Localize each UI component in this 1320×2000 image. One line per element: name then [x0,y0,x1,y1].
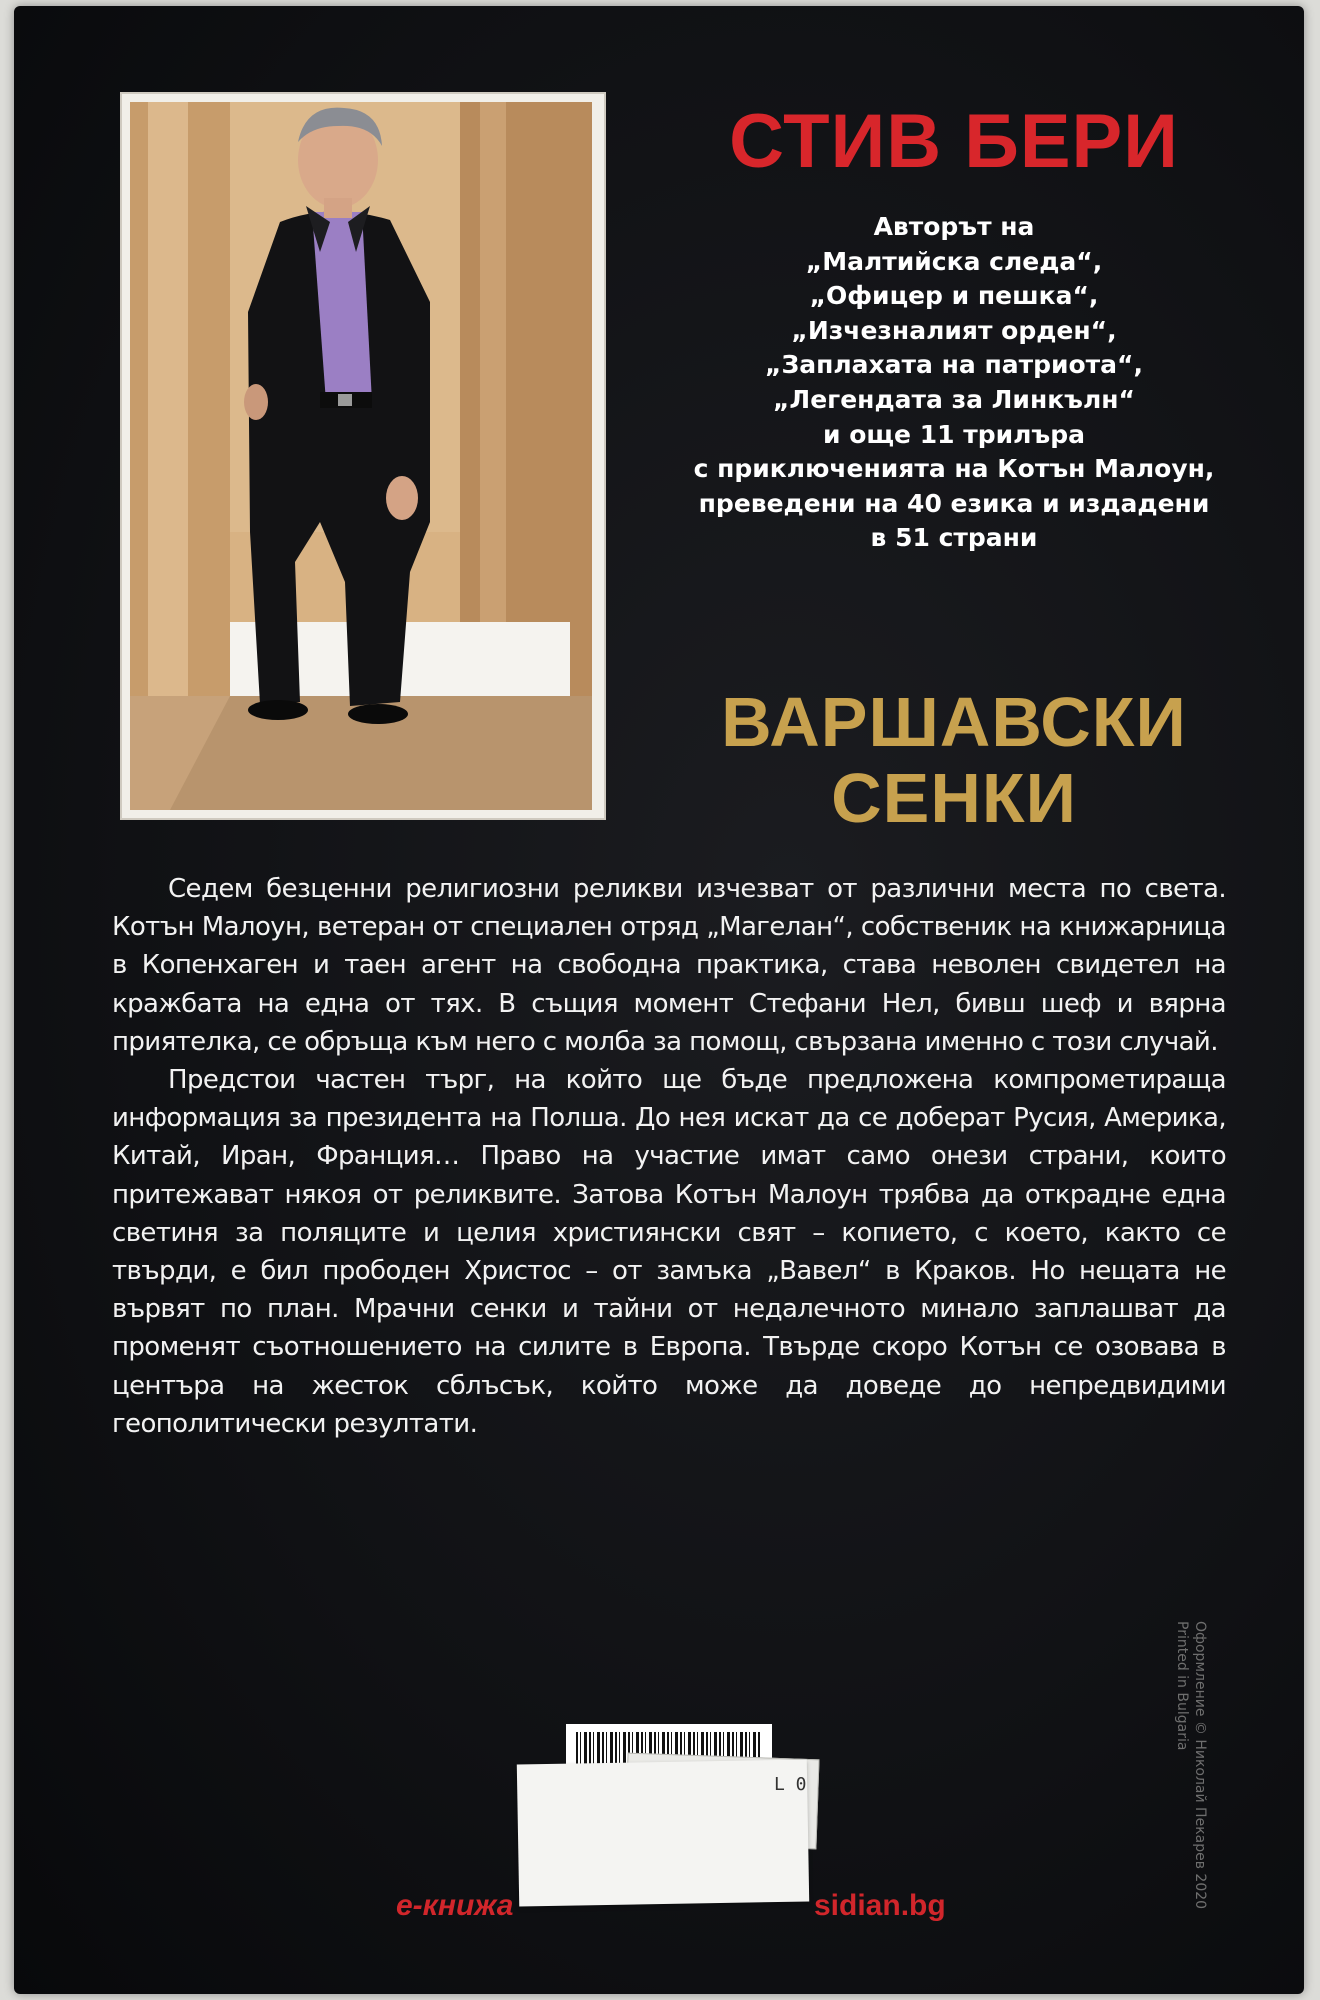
design-credit [1173,1621,1209,1909]
website-text-left: е-книжа [396,1889,514,1922]
author-photo [120,92,606,820]
credit-line-2: Printed in Bulgaria [1174,1621,1190,1751]
paper-sticker [517,1759,809,1906]
bibliography-line: „Легендата за Линкълн“ [773,384,1135,414]
bibliography-line: „Офицер и пешка“, [809,281,1099,311]
author-portrait-illustration [130,102,592,810]
website-text-right: sidian.bg [814,1889,946,1922]
credit-line-1: Оформление © Николай Пекарев 2020 [1192,1621,1208,1910]
bibliography-line: в 51 страни [870,523,1038,553]
author-name: СТИВ БЕРИ [729,99,1179,184]
sticker-code: L 0 [774,1774,807,1795]
bibliography-line: и още 11 трилъра [823,419,1085,449]
book-back-cover [14,6,1304,1994]
synopsis-paragraph-1: Седем безценни религиозни реликви изчезват от различни места по света. Котън Малоун, ветеран от специален отряд „Магелан“, собственик на книжарница в Копенхаген и таен агент на свободна практика, става неволен свидетел на кражбата на една от тях. В същия момент Стефани Нел, бивш шеф и вярна приятелка, се обръща към него с молба за помощ, свързана именно с този случай. [112,874,1226,1057]
book-title [634,684,1274,836]
bibliography-line: „Изчезналият орден“, [791,315,1117,345]
synopsis [112,870,1226,1443]
book-title-line-1: ВАРШАВСКИ [721,683,1187,761]
author-bibliography [634,210,1274,556]
bibliography-line: с приключенията на Котън Малоун, [693,454,1215,484]
author-photo-image [130,102,592,810]
bibliography-line: „Малтийска следа“, [805,246,1103,276]
bibliography-line: преведени на 40 езика и издадени [698,488,1210,518]
synopsis-paragraph-2: Предстои частен търг, на който ще бъде предложена компрометираща информация за президента на Полша. До нея искат да се доберат Русия, Америка, Китай, Иран, Франция… Право на участие имат само онези страни, които притежават някоя от реликвите. Затова Котън Малоун трябва да открадне една светиня за поляците и целия християнски свят – копието, с което, както се твърди, е бил прободен Христос – от замъка „Вавел“ в Краков. Но нещата не вървят по план. Мрачни сенки и тайни от недалечното минало заплашват да променят съотношението на силите в Европа. Твърде скоро Котън се озовава в центъра на жесток сблъсък, който може да доведе до непредвидими геополитически резултати. [112,1065,1226,1439]
book-title-line-2: СЕНКИ [831,759,1077,837]
bibliography-line: Авторът на [873,212,1035,241]
bibliography-line: „Заплахата на патриота“, [765,350,1143,380]
